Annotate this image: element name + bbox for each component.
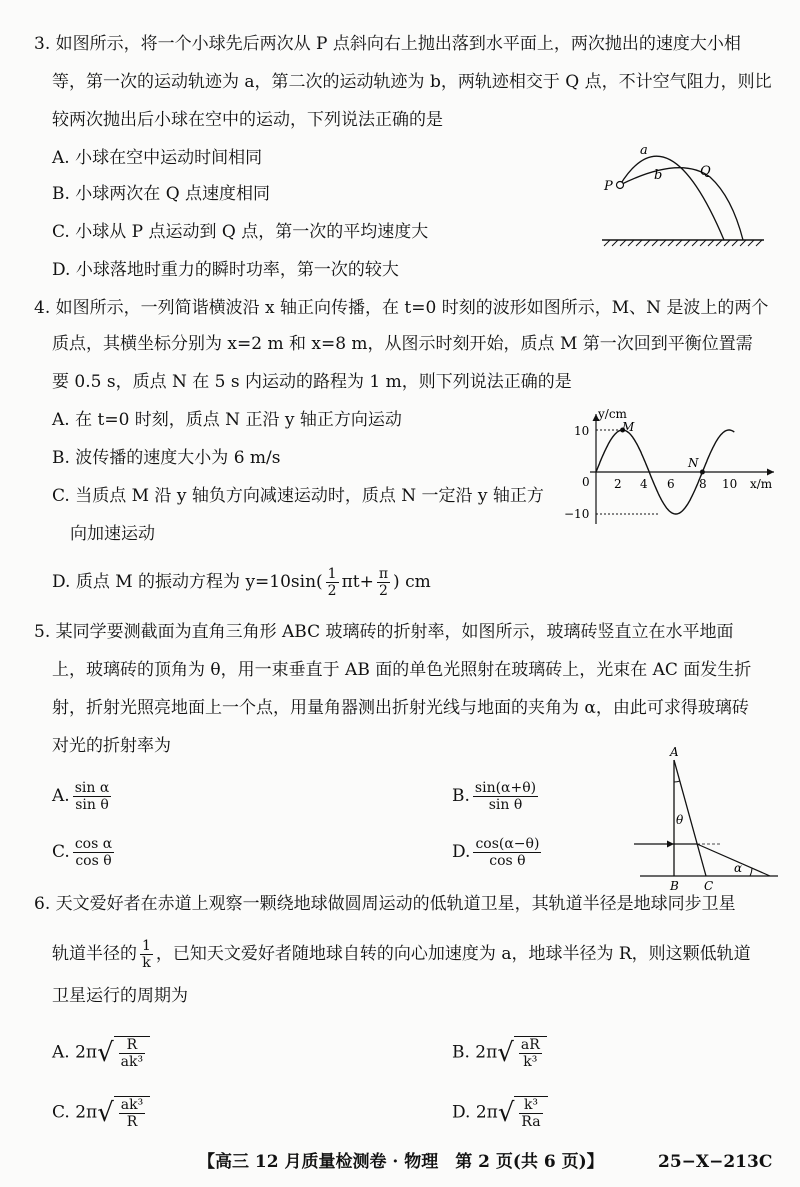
x-tick-10: 10 xyxy=(722,477,738,491)
q4-stem-line3: 要 0.5 s，质点 N 在 5 s 内运动的路程为 1 m，则下列说法正确的是 xyxy=(52,372,572,392)
label-b: b xyxy=(654,168,663,183)
denominator: cos θ xyxy=(75,853,112,869)
q4-option-a: A. 在 t=0 时刻，质点 N 正沿 y 轴正方向运动 xyxy=(52,410,402,430)
fraction xyxy=(119,1037,145,1070)
numerator: sin(α+θ) xyxy=(474,780,537,796)
x-axis-label: x/m xyxy=(750,477,773,491)
fraction xyxy=(519,1097,542,1130)
option-label: D. xyxy=(452,842,471,862)
label-n: N xyxy=(688,456,699,470)
numerator: cos(α−θ) xyxy=(475,836,540,852)
q6-option-b xyxy=(452,1036,547,1070)
vertex-b: B xyxy=(670,879,679,892)
point-c: C xyxy=(704,879,714,892)
fraction xyxy=(326,566,339,599)
y-tick-neg10: −10 xyxy=(564,507,590,521)
denominator: 2 xyxy=(378,583,388,599)
denominator: Ra xyxy=(521,1114,541,1130)
q4-option-b: B. 波传播的速度大小为 6 m/s xyxy=(52,448,281,468)
numerator: cos α xyxy=(74,836,113,852)
radicand xyxy=(114,1036,150,1070)
ground-hatch xyxy=(604,240,762,246)
footer-code: 25−X−213C xyxy=(658,1152,773,1172)
fraction xyxy=(73,836,114,869)
q3-stem-line2: 等，第一次的运动轨迹为 a，第二次的运动轨迹为 b，两轨迹相交于 Q 点，不计空气阻力，则比 xyxy=(52,72,772,92)
q6-stem-line3: 卫星运行的周期为 xyxy=(52,986,188,1006)
numerator: sin α xyxy=(74,780,110,796)
q5-stem-line2: 上，玻璃砖的顶角为 θ，用一束垂直于 AB 面的单色光照射在玻璃砖上，光束在 AC 面发生折 xyxy=(52,660,752,680)
q4-option-c-line1: C. 当质点 M 沿 y 轴负方向减速运动时，质点 N 一定沿 y 轴正方 xyxy=(52,486,544,506)
q5-option-a xyxy=(52,780,114,813)
angle-theta-arc xyxy=(674,781,680,782)
q3-stem-line3: 较两次抛出后小球在空中的运动，下列说法正确的是 xyxy=(52,110,443,130)
denominator: ak³ xyxy=(120,1054,144,1070)
point-p xyxy=(617,182,624,189)
q4-wave-graph xyxy=(560,404,780,530)
q3-option-c: C. 小球从 P 点运动到 Q 点，第一次的平均速度大 xyxy=(52,222,429,242)
stem-text: ，已知天文爱好者随地球自转的向心加速度为 a，地球半径为 R，则这颗低轨道 xyxy=(155,944,751,964)
sqrt-sign: √ xyxy=(97,1038,114,1068)
label-p: P xyxy=(604,179,613,194)
denominator: R xyxy=(126,1114,138,1130)
denominator: sin θ xyxy=(75,797,109,813)
q3-option-d: D. 小球落地时重力的瞬时功率，第一次的较大 xyxy=(52,260,399,280)
numerator: k³ xyxy=(519,1097,542,1114)
option-label: B. xyxy=(452,786,470,806)
q3-option-b: B. 小球两次在 Q 点速度相同 xyxy=(52,184,271,204)
q4-option-d-mid: πt+ xyxy=(341,572,374,592)
fraction xyxy=(119,1097,145,1130)
q6-option-d xyxy=(452,1096,548,1130)
q6-option-c xyxy=(52,1096,150,1130)
q5-stem-line1: 5. 某同学要测截面为直角三角形 ABC 玻璃砖的折射率，如图所示，玻璃砖竖直立在水平地面 xyxy=(34,622,734,642)
fraction xyxy=(73,780,112,813)
fraction xyxy=(377,566,390,599)
q4-stem-line1: 4. 如图所示，一列简谐横波沿 x 轴正向传播，在 t=0 时刻的波形如图所示，M、N 是波上的两个 xyxy=(34,298,769,318)
angle-alpha: α xyxy=(734,861,743,875)
angle-alpha-arc xyxy=(750,868,752,876)
option-label: C. xyxy=(52,842,70,862)
q4-option-d-prefix: D. 质点 M 的振动方程为 y=10sin( xyxy=(52,572,323,592)
option-label: A. 2π xyxy=(52,1042,98,1063)
q6-option-a xyxy=(52,1036,150,1070)
fraction xyxy=(473,780,538,813)
numerator: aR xyxy=(520,1037,540,1053)
sqrt-sign: √ xyxy=(497,1038,514,1068)
x-tick-8: 8 xyxy=(699,477,707,491)
q3-trajectory-figure xyxy=(598,135,768,247)
numerator: ak³ xyxy=(120,1097,144,1113)
denominator: sin θ xyxy=(488,797,523,813)
radicand xyxy=(114,1096,150,1130)
q5-prism-figure xyxy=(630,742,780,892)
vertex-a: A xyxy=(670,745,679,759)
q6-stem-line1: 6. 天文爱好者在赤道上观察一颗绕地球做圆周运动的低轨道卫星，其轨道半径是地球同步卫星 xyxy=(34,894,736,914)
sqrt-sign: √ xyxy=(97,1098,114,1128)
sqrt-sign: √ xyxy=(497,1098,515,1128)
x-tick-6: 6 xyxy=(667,477,675,491)
radicand xyxy=(514,1096,547,1130)
stem-text: 轨道半径的 xyxy=(52,944,137,964)
label-m: M xyxy=(622,420,635,434)
q3-stem-line1: 3. 如图所示，将一个小球先后两次从 P 点斜向右上抛出落到水平面上，两次抛出的速度大小相 xyxy=(34,34,741,54)
x-tick-4: 4 xyxy=(640,477,648,491)
fraction xyxy=(519,1037,542,1070)
point-n xyxy=(700,470,705,475)
numerator: π xyxy=(378,566,389,582)
trajectory-b xyxy=(620,168,743,240)
label-a: a xyxy=(640,143,648,158)
label-q: Q xyxy=(700,164,711,179)
radicand xyxy=(514,1036,547,1070)
denominator: k³ xyxy=(523,1054,538,1070)
numerator: R xyxy=(119,1037,145,1054)
fraction xyxy=(473,836,541,869)
q4-option-c-line2: 向加速运动 xyxy=(70,524,155,544)
option-label: B. 2π xyxy=(452,1042,498,1063)
angle-theta: θ xyxy=(676,813,684,827)
option-label: D. 2π xyxy=(452,1102,498,1123)
x-tick-2: 2 xyxy=(614,477,622,491)
denominator: cos θ xyxy=(489,853,526,869)
q4-option-d-suffix: ) cm xyxy=(393,572,431,592)
option-label: A. xyxy=(52,786,70,806)
fraction xyxy=(140,938,153,971)
q5-option-b xyxy=(452,780,541,813)
q5-stem-line3: 射，折射光照亮地面上一个点，用量角器测出折射光线与地面的夹角为 α，由此可求得玻璃砖 xyxy=(52,698,749,718)
q6-stem-line2 xyxy=(52,938,751,971)
y-tick-10: 10 xyxy=(574,424,590,438)
option-label: C. 2π xyxy=(52,1102,98,1123)
origin-label: 0 xyxy=(582,475,590,489)
q5-option-d xyxy=(452,836,544,869)
denominator: 2 xyxy=(327,583,337,599)
q5-option-c xyxy=(52,836,117,869)
numerator: 1 xyxy=(327,566,337,582)
y-axis-label: y/cm xyxy=(598,407,627,421)
q5-stem-line4: 对光的折射率为 xyxy=(52,736,171,756)
numerator: 1 xyxy=(142,938,151,954)
q4-option-d xyxy=(52,566,431,599)
footer-title: 【高三 12 月质量检测卷 · 物理 第 2 页(共 6 页)】 xyxy=(198,1152,604,1172)
q3-option-a: A. 小球在空中运动时间相同 xyxy=(52,148,263,168)
q4-stem-line2: 质点，其横坐标分别为 x=2 m 和 x=8 m，从图示时刻开始，质点 M 第一次回到平衡位置需 xyxy=(52,334,753,354)
denominator: k xyxy=(142,955,151,971)
